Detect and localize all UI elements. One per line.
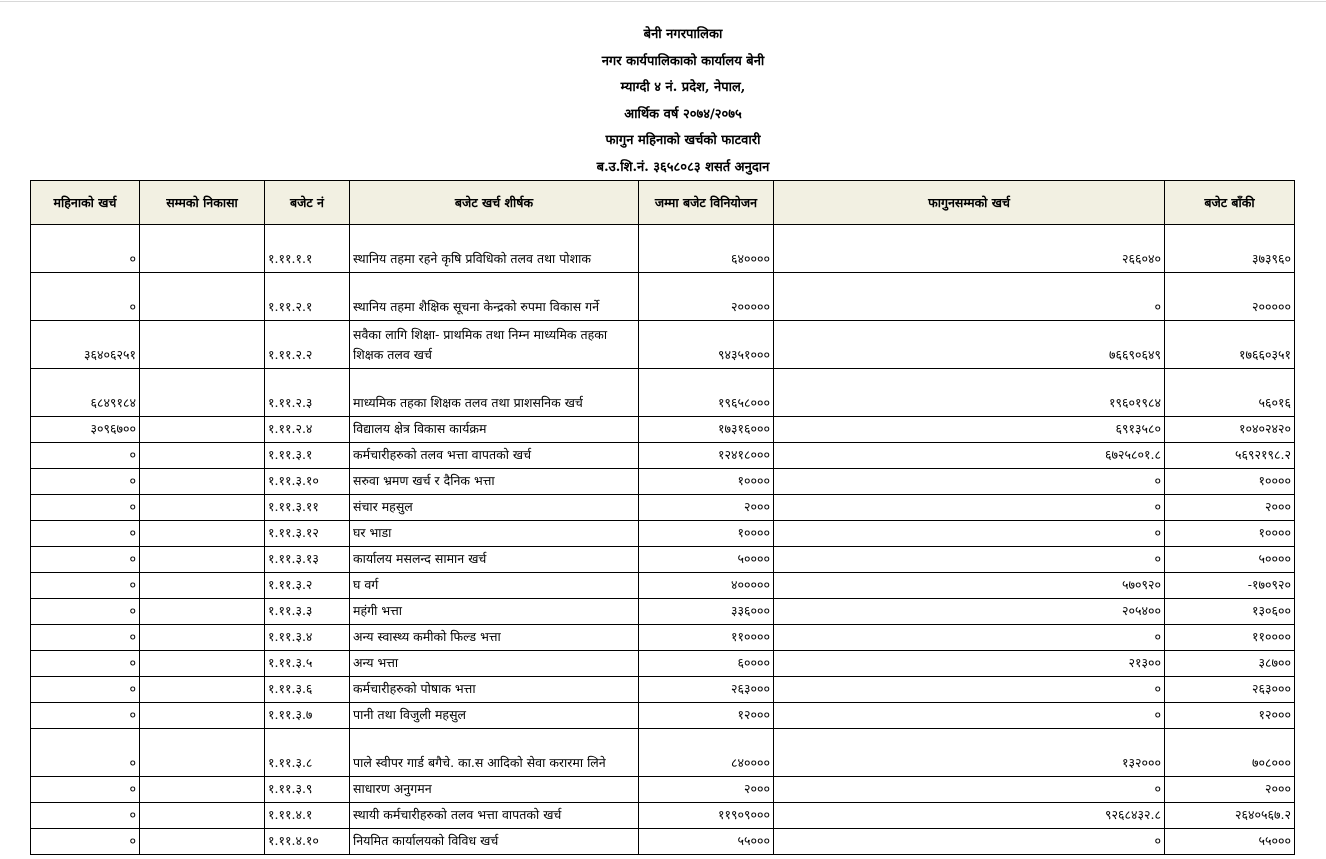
office-name: नगर कार्यपालिकाको कार्यालय बेनी (601, 53, 765, 69)
row-month-expense: ० (31, 573, 140, 599)
row-budget-code: १.११.३.११ (265, 495, 350, 521)
row-balance: २००० (1165, 495, 1295, 521)
report-header (0, 22, 1326, 181)
row-balance: ३७३९६० (1165, 225, 1295, 273)
table-row (31, 573, 1295, 599)
row-budget-title: कार्यालय मसलन्द सामान खर्च (350, 547, 639, 573)
table-row (31, 599, 1295, 625)
row-release (140, 625, 265, 651)
row-total-budget: ९४३५१००० (639, 321, 774, 369)
table-row (31, 321, 1295, 369)
row-budget-code: १.११.३.३ (265, 599, 350, 625)
row-month-expense: ० (31, 803, 140, 829)
row-total-budget: ५०००० (639, 547, 774, 573)
row-month-expense: ० (31, 625, 140, 651)
row-spent-to-date: ० (774, 273, 1165, 321)
row-month-expense: ० (31, 273, 140, 321)
row-release (140, 599, 265, 625)
row-budget-code: १.११.३.२ (265, 573, 350, 599)
row-release (140, 729, 265, 777)
row-budget-title: घर भाडा (350, 521, 639, 547)
row-budget-title: पानी तथा विजुली महसुल (350, 703, 639, 729)
table-body (31, 225, 1295, 855)
table-header-row (31, 181, 1295, 225)
col-header-release: सम्मको निकासा (140, 181, 265, 225)
row-balance: १७६६०३५१ (1165, 321, 1295, 369)
row-budget-code: १.११.३.६ (265, 677, 350, 703)
row-total-budget: ६४०००० (639, 225, 774, 273)
row-budget-title: माध्यमिक तहका शिक्षक तलव तथा प्राशसनिक खर्च (350, 369, 639, 417)
table-row (31, 829, 1295, 855)
row-month-expense: ३६४०६२५१ (31, 321, 140, 369)
row-total-budget: १९६५८००० (639, 369, 774, 417)
row-release (140, 703, 265, 729)
row-balance: २००० (1165, 777, 1295, 803)
address-line: म्याग्दी ४ नं. प्रदेश, नेपाल, (620, 80, 746, 95)
top-divider (0, 1, 1326, 2)
row-budget-title: महंगी भत्ता (350, 599, 639, 625)
row-budget-code: १.११.३.४ (265, 625, 350, 651)
row-spent-to-date: ० (774, 625, 1165, 651)
row-month-expense: ० (31, 651, 140, 677)
col-header-month-expense: महिनाको खर्च (31, 181, 140, 225)
row-budget-title: अन्य स्वास्थ्य कमीको फिल्ड भत्ता (350, 625, 639, 651)
row-budget-code: १.११.४.१ (265, 803, 350, 829)
row-budget-code: १.११.३.१ (265, 443, 350, 469)
row-spent-to-date: ९२६८४३२.८ (774, 803, 1165, 829)
row-budget-title: विद्यालय क्षेत्र विकास कार्यक्रम (350, 417, 639, 443)
row-month-expense: ० (31, 225, 140, 273)
col-header-budget-title: बजेट खर्च शीर्षक (350, 181, 639, 225)
row-budget-code: १.११.१.१ (265, 225, 350, 273)
row-total-budget: ६०००० (639, 651, 774, 677)
col-header-spent-to-date: फागुनसम्मको खर्च (774, 181, 1165, 225)
row-release (140, 495, 265, 521)
row-release (140, 225, 265, 273)
row-balance: ३८७०० (1165, 651, 1295, 677)
table-row (31, 369, 1295, 417)
grant-reference: ब.उ.शि.नं. ३६५८०८३ शसर्त अनुदान (596, 159, 770, 175)
row-total-budget: २६३००० (639, 677, 774, 703)
row-budget-title: कर्मचारीहरुको पोषाक भत्ता (350, 677, 639, 703)
row-budget-title: अन्य भत्ता (350, 651, 639, 677)
row-budget-code: १.११.३.१० (265, 469, 350, 495)
row-budget-title: स्थानिय तहमा शैक्षिक सूचना केन्द्रको रुपमा विकास गर्ने (350, 273, 639, 321)
row-spent-to-date: ० (774, 469, 1165, 495)
row-total-budget: ११९०९००० (639, 803, 774, 829)
row-month-expense: ० (31, 469, 140, 495)
row-budget-code: १.११.३.१३ (265, 547, 350, 573)
row-balance: २६३००० (1165, 677, 1295, 703)
row-total-budget: ३३६००० (639, 599, 774, 625)
row-balance: ५०००० (1165, 547, 1295, 573)
row-total-budget: १७३१६००० (639, 417, 774, 443)
row-total-budget: ५५००० (639, 829, 774, 855)
row-budget-code: १.११.२.१ (265, 273, 350, 321)
row-balance: १०००० (1165, 469, 1295, 495)
row-release (140, 521, 265, 547)
row-spent-to-date: १९६०१९८४ (774, 369, 1165, 417)
row-month-expense: ० (31, 521, 140, 547)
row-balance: ११०००० (1165, 625, 1295, 651)
row-month-expense: ० (31, 495, 140, 521)
row-spent-to-date: २१३०० (774, 651, 1165, 677)
row-budget-title: घ वर्ग (350, 573, 639, 599)
row-spent-to-date: ७६६९०६४९ (774, 321, 1165, 369)
row-budget-title: सवैका लागि शिक्षा- प्राथमिक तथा निम्न माध्यमिक तहका शिक्षक तलव खर्च (350, 321, 639, 369)
row-balance: २००००० (1165, 273, 1295, 321)
row-release (140, 547, 265, 573)
row-balance: १०४०२४२० (1165, 417, 1295, 443)
col-header-budget-no: बजेट नं (265, 181, 350, 225)
table-row (31, 703, 1295, 729)
row-month-expense: ६८४९१८४ (31, 369, 140, 417)
row-spent-to-date: ५७०९२० (774, 573, 1165, 599)
row-release (140, 651, 265, 677)
row-month-expense: ० (31, 547, 140, 573)
row-budget-title: सरुवा भ्रमण खर्च र दैनिक भत्ता (350, 469, 639, 495)
row-spent-to-date: ० (774, 521, 1165, 547)
table-row (31, 677, 1295, 703)
row-budget-code: १.११.३.७ (265, 703, 350, 729)
row-balance: -१७०९२० (1165, 573, 1295, 599)
row-budget-title: स्थायी कर्मचारीहरुको तलव भत्ता वापतको खर्च (350, 803, 639, 829)
row-total-budget: ११०००० (639, 625, 774, 651)
row-month-expense: ० (31, 703, 140, 729)
table-row (31, 521, 1295, 547)
table-row (31, 273, 1295, 321)
row-total-budget: १२४१८००० (639, 443, 774, 469)
table-row (31, 495, 1295, 521)
row-month-expense: ० (31, 729, 140, 777)
row-spent-to-date: ० (774, 829, 1165, 855)
row-balance: १२००० (1165, 703, 1295, 729)
row-budget-code: १.११.३.५ (265, 651, 350, 677)
col-header-balance: बजेट बाँकी (1165, 181, 1295, 225)
row-balance: ५६९२१९८.२ (1165, 443, 1295, 469)
row-balance: १०००० (1165, 521, 1295, 547)
row-budget-code: १.११.२.२ (265, 321, 350, 369)
row-release (140, 677, 265, 703)
table-row (31, 547, 1295, 573)
row-budget-title: स्थानिय तहमा रहने कृषि प्रविधिको तलव तथा पोशाक (350, 225, 639, 273)
table-row (31, 777, 1295, 803)
row-total-budget: २००० (639, 495, 774, 521)
row-spent-to-date: ० (774, 547, 1165, 573)
table-row (31, 225, 1295, 273)
row-spent-to-date: ६९१३५८० (774, 417, 1165, 443)
table-row (31, 803, 1295, 829)
report-title: फागुन महिनाको खर्चको फाटवारी (605, 133, 761, 148)
row-balance: ५५००० (1165, 829, 1295, 855)
table-row (31, 729, 1295, 777)
row-total-budget: १०००० (639, 469, 774, 495)
row-release (140, 829, 265, 855)
row-budget-title: कर्मचारीहरुको तलव भत्ता वापतको खर्च (350, 443, 639, 469)
row-budget-title: साधारण अनुगमन (350, 777, 639, 803)
row-balance: १३०६०० (1165, 599, 1295, 625)
table-row (31, 651, 1295, 677)
row-budget-code: १.११.४.१० (265, 829, 350, 855)
row-budget-title: पाले स्वीपर गार्ड बगैचे. का.स आदिको सेवा करारमा लिने (350, 729, 639, 777)
row-release (140, 777, 265, 803)
row-total-budget: ४००००० (639, 573, 774, 599)
row-spent-to-date: १३२००० (774, 729, 1165, 777)
row-spent-to-date: ० (774, 495, 1165, 521)
row-total-budget: १०००० (639, 521, 774, 547)
row-month-expense: ३०९६७०० (31, 417, 140, 443)
row-spent-to-date: ६७२५८०१.८ (774, 443, 1165, 469)
row-month-expense: ० (31, 443, 140, 469)
row-month-expense: ० (31, 599, 140, 625)
row-month-expense: ० (31, 777, 140, 803)
row-release (140, 369, 265, 417)
row-release (140, 803, 265, 829)
row-budget-title: संचार महसुल (350, 495, 639, 521)
row-spent-to-date: ० (774, 703, 1165, 729)
row-budget-code: १.११.२.४ (265, 417, 350, 443)
row-budget-code: १.११.३.८ (265, 729, 350, 777)
expense-table (30, 180, 1295, 855)
row-spent-to-date: ० (774, 677, 1165, 703)
row-spent-to-date: २६६०४० (774, 225, 1165, 273)
row-spent-to-date: ० (774, 777, 1165, 803)
row-budget-code: १.११.३.१२ (265, 521, 350, 547)
row-balance: ७०८००० (1165, 729, 1295, 777)
table-row (31, 417, 1295, 443)
row-budget-title: नियमित कार्यालयको विविध खर्च (350, 829, 639, 855)
row-release (140, 443, 265, 469)
table-row (31, 469, 1295, 495)
row-release (140, 321, 265, 369)
row-release (140, 417, 265, 443)
row-month-expense: ० (31, 829, 140, 855)
table-row (31, 625, 1295, 651)
row-release (140, 469, 265, 495)
row-total-budget: २००० (639, 777, 774, 803)
fiscal-year: आर्थिक वर्ष २०७४/२०७५ (624, 106, 742, 122)
municipality-name: बेनी नगरपालिका (643, 27, 723, 42)
row-balance: ५६०१६ (1165, 369, 1295, 417)
row-budget-code: १.११.२.३ (265, 369, 350, 417)
row-balance: २६४०५६७.२ (1165, 803, 1295, 829)
row-budget-code: १.११.३.९ (265, 777, 350, 803)
table-row (31, 443, 1295, 469)
row-month-expense: ० (31, 677, 140, 703)
col-header-total-budget: जम्मा बजेट विनियोजन (639, 181, 774, 225)
row-total-budget: २००००० (639, 273, 774, 321)
row-spent-to-date: २०५४०० (774, 599, 1165, 625)
row-total-budget: ८४०००० (639, 729, 774, 777)
row-total-budget: १२००० (639, 703, 774, 729)
row-release (140, 573, 265, 599)
row-release (140, 273, 265, 321)
